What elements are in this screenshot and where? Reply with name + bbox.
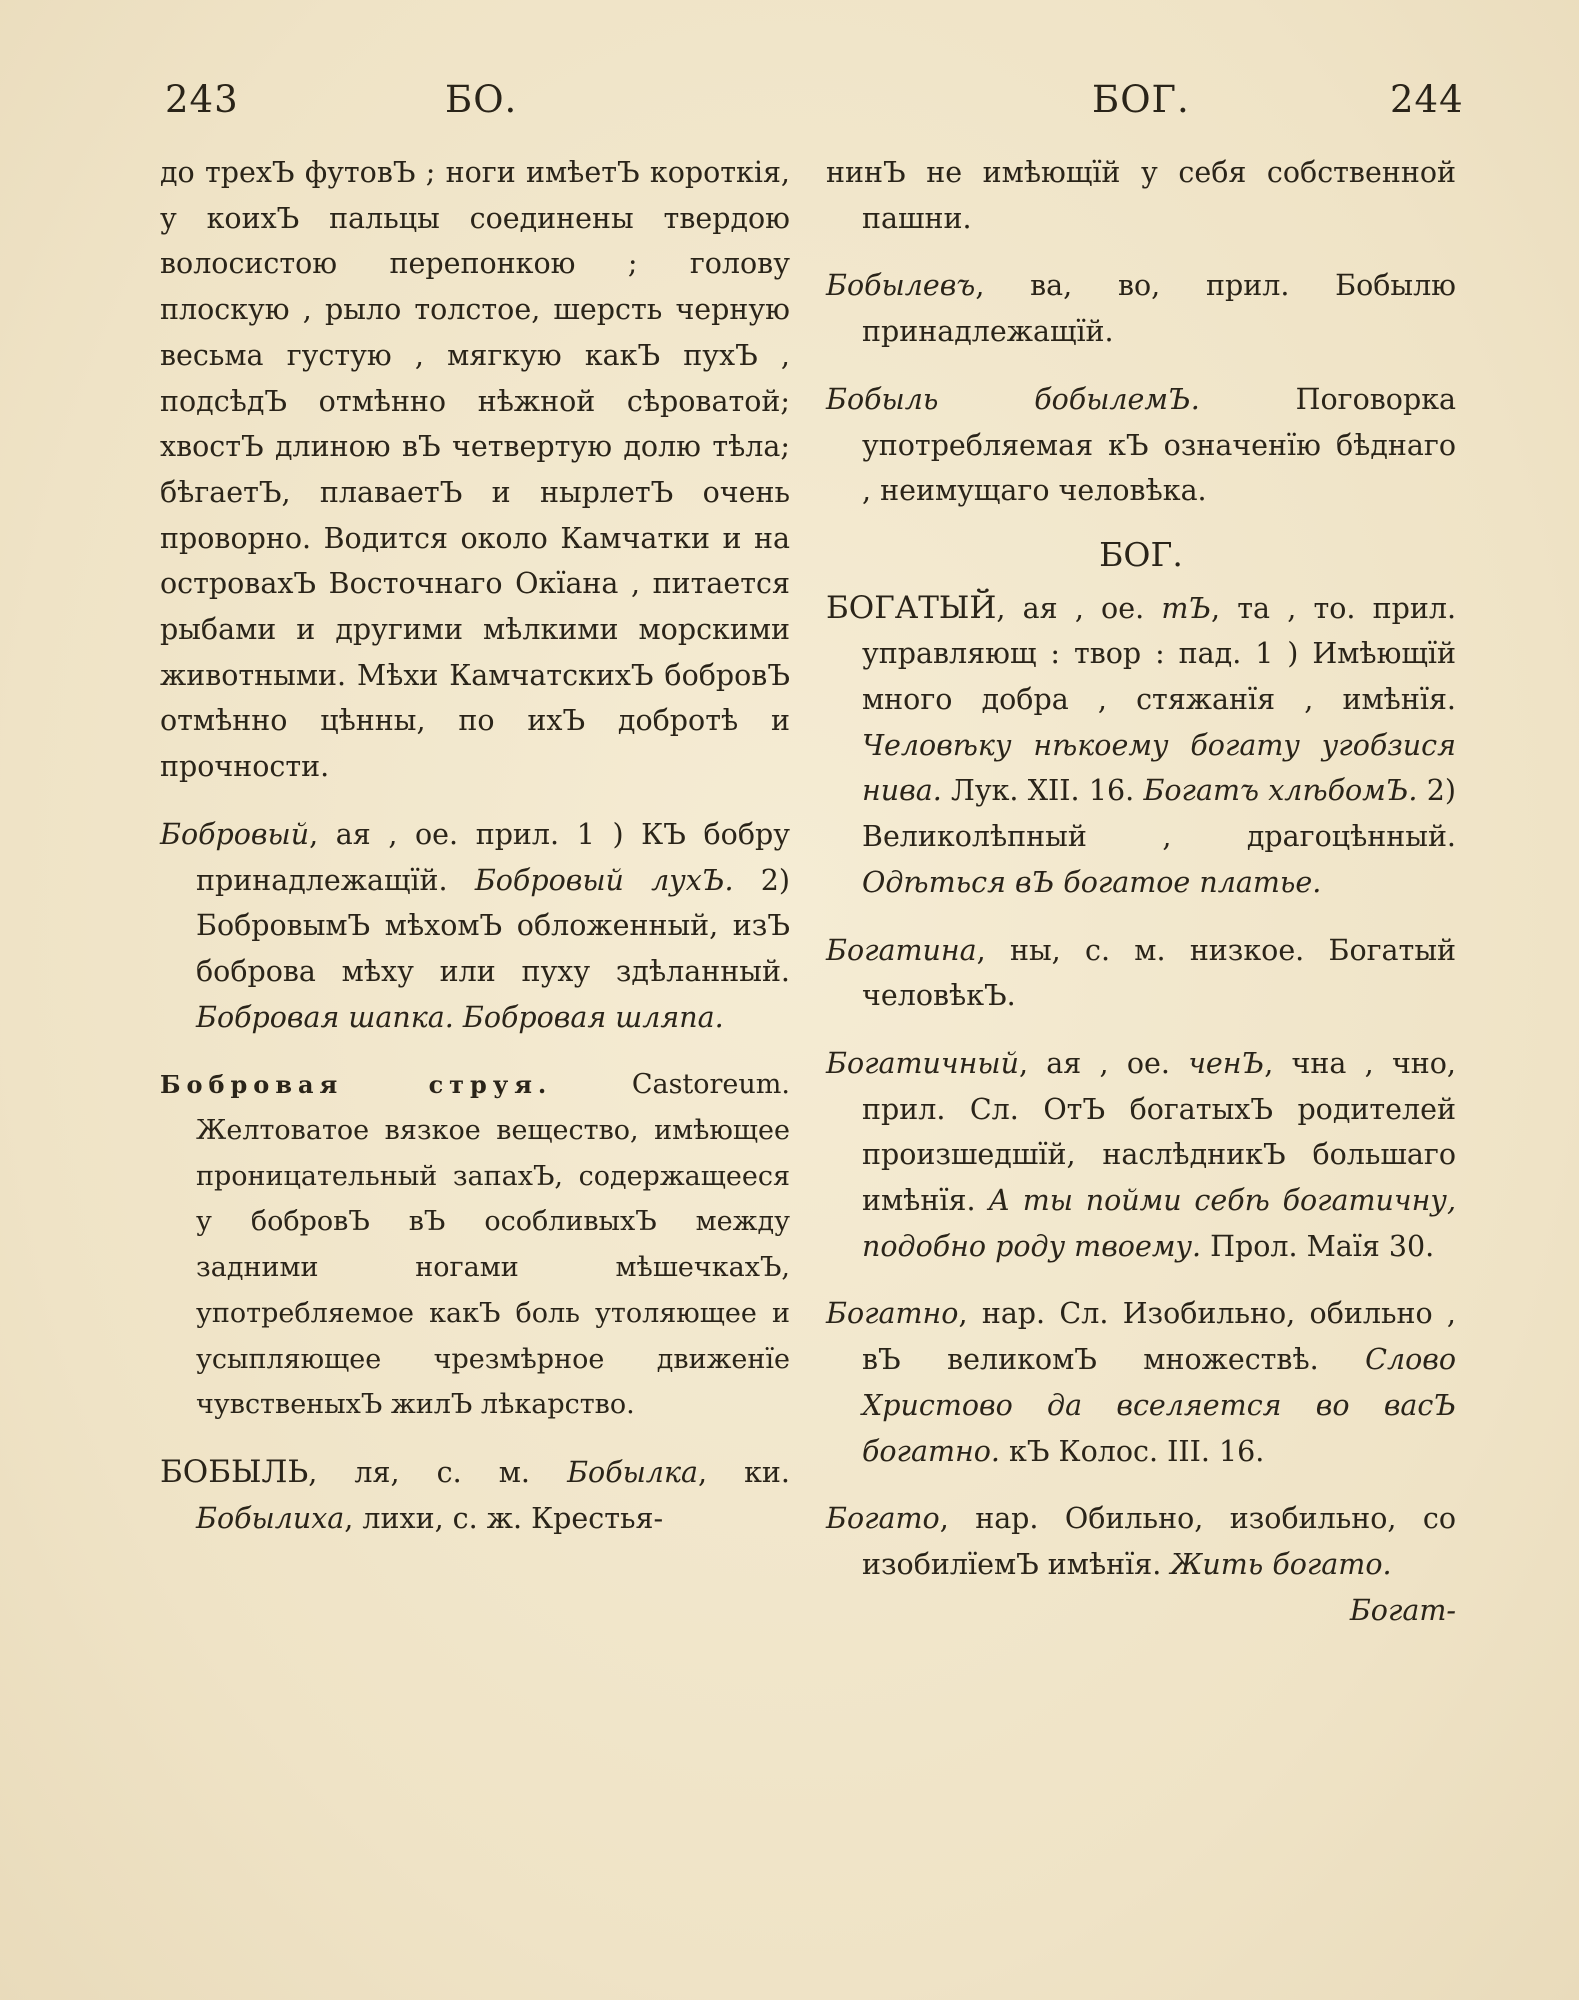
section-title: БОГ. <box>1099 534 1183 574</box>
definition: , лихи, с. ж. Крестья- <box>344 1501 664 1535</box>
example: А ты пойми себѣ богатичну, подобно роду твоему. <box>862 1184 1457 1263</box>
entry-continuation: нинЪ не имѣющїй у себя собственной пашни. <box>826 156 1456 235</box>
left-page-number: 243 <box>165 78 239 121</box>
citation: Прол. Маїя 30. <box>1210 1229 1435 1263</box>
example: Одѣться вЪ богатое платье. <box>862 865 1322 899</box>
definition: , ны, с. м. низкое. Богатый человѣкЪ. <box>862 933 1456 1013</box>
entry-bogatyi <box>826 586 1456 906</box>
example: Жить богато. <box>1170 1547 1392 1581</box>
entry-bobyl-bobylem <box>826 377 1456 514</box>
entry-bogatno <box>826 1291 1456 1474</box>
entry-bogatichnyi <box>826 1041 1456 1270</box>
right-page-number: 244 <box>1390 78 1464 121</box>
entry-bobrovaya-struya <box>160 1062 790 1428</box>
headword: Богатно <box>826 1297 959 1331</box>
headword: БОБЫЛЬ <box>160 1453 309 1490</box>
definition: , ая , ое. <box>996 591 1145 625</box>
headword: Бобылевъ <box>826 269 976 303</box>
entry-bobylev <box>826 263 1456 354</box>
example: Бобровый лухЪ. <box>474 863 734 897</box>
definition: , ая , ое. <box>1018 1046 1170 1080</box>
headword: Бобылка <box>567 1455 698 1489</box>
definition: , ки. <box>697 1455 790 1489</box>
headword: Бобровый <box>160 817 310 851</box>
left-column <box>160 150 790 1541</box>
citation: кЪ Колос. III. 16. <box>1009 1434 1265 1468</box>
form: тЪ <box>1161 591 1212 625</box>
right-column <box>826 150 1456 1633</box>
example: Слово Христово да вселяется во васЪ богатно. <box>862 1343 1457 1468</box>
definition: 2) Великолѣпный , драгоцѣнный. <box>862 774 1457 854</box>
citation: Лук. XII. 16. <box>951 774 1135 808</box>
definition: 2) БобровымЪ мѣхомЪ обложенный, изЪ боброва мѣху или пуху здѣланный. <box>196 863 790 988</box>
headword: Богатичный <box>826 1046 1019 1080</box>
example: Человѣку нѣкоему богату угобзися нива. <box>862 728 1456 808</box>
definition: , нар. Сл. Изобильно, обильно , вЪ великомЪ множествѣ. <box>862 1297 1456 1377</box>
definition: , та , то. прил. управляющ : твор : пад. 1 ) Имѣющїй много добра , стяжанїя , имѣнїя. <box>862 591 1457 717</box>
headword: Богатина <box>826 933 977 967</box>
definition: Castoreum. Желтоватое вязкое вещество, имѣющее проницательный запахЪ, содержащееся у бобровЪ вЪ особливыхЪ между задними ногами мѣшечкахЪ, употребляемое какЪ боль утоляющее и усыпляющее чрезмѣрное движенїе чувственыхЪ жилЪ лѣкарство. <box>196 1069 790 1421</box>
catchword: Богат- <box>1349 1593 1456 1627</box>
form: ченЪ <box>1188 1046 1265 1080</box>
definition: , нар. Обильно, изобильно, со изобилїемЪ имѣнїя. <box>862 1502 1456 1581</box>
definition: , ля, с. м. <box>308 1455 530 1489</box>
definition: , чна , чно, прил. Сл. ОтЪ богатыхЪ родителей произшедшїй, наслѣдникЪ большаго имѣнїя. <box>862 1046 1456 1218</box>
headword: БОГАТЫЙ <box>826 589 997 626</box>
headword: Бобровая струя. <box>160 1070 553 1100</box>
entry-bogatina <box>826 928 1456 1019</box>
entry-bobyl <box>160 1450 790 1541</box>
entry-continuation: до трехЪ футовЪ ; ноги имѣетЪ короткія, у коихЪ пальцы соединены твердою волосистою перепонкою ; голову плоскую , рыло толстое, шерсть черную весьма густую , мягкую какЪ пухЪ , подсѣдЪ отмѣнно нѣжной сѣроватой; хвостЪ длиною вЪ четвертую долю тѣла; бѣгаетЪ, плаваетЪ и нырлетЪ очень проворно. Водится около Камчатки и на островахЪ Восточнаго Окїана , питается рыбами и другими мѣлкими морскими животными. Мѣхи КамчатскихЪ бобровЪ отмѣнно цѣнны, по ихЪ добротѣ и прочности. <box>160 156 790 784</box>
definition: , ва, во, прил. Бобылю принадлежащїй. <box>862 269 1456 349</box>
headword: Бобылиха <box>196 1501 345 1535</box>
headword: Бобыль бобылемЪ. <box>826 382 1200 416</box>
right-running-head: БОГ. <box>1092 78 1190 121</box>
definition: , ая , ое. прил. 1 ) КЪ бобру принадлежащїй. <box>196 817 790 897</box>
example: Бобровая шапка. Бобровая шляпа. <box>196 1000 724 1034</box>
headword: Богато <box>826 1502 940 1536</box>
entry-bobrovyi <box>160 812 790 1041</box>
entry-bogato <box>826 1496 1456 1587</box>
definition: Поговорка употребляемая кЪ означенїю бѣднаго , неимущаго человѣка. <box>862 382 1457 508</box>
example: Богатъ хлѣбомЪ. <box>1143 774 1418 808</box>
left-running-head: БО. <box>445 78 518 121</box>
